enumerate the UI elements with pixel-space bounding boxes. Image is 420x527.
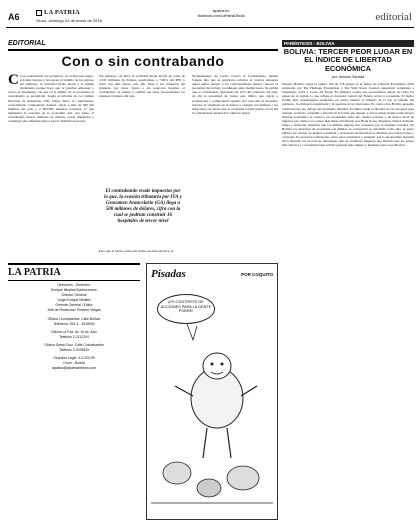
pull-quote: El contrabando evade impuestos por lo que, la evasión tributaria por IVA y Gravamen Arancelario (GA) llega a 500 millones de dólares, cifra con la cual se podrían construir 16 hospitales de tercer nivel (104, 189, 182, 224)
masthead-line: Depósito Legal: 4-3-203-99 (53, 356, 95, 361)
masthead-line: Teléfono 3-3378825 (59, 348, 89, 353)
cartoon-panel (146, 263, 278, 520)
editorial-column-1 (8, 74, 94, 256)
editorial-label: EDITORIAL (8, 40, 46, 47)
masthead-line: Teléfono 2-2112204 (59, 334, 89, 339)
cartoon-author: POR COQUITO (241, 272, 273, 277)
speech-tail (187, 324, 197, 340)
masthead-line: Directores - Gerentes: (57, 283, 91, 287)
masthead-credits (8, 283, 140, 371)
editorial-title: Con o sin contrabando (61, 53, 225, 69)
drop-cap: C (8, 74, 19, 88)
cartoon-title: Pisadas (151, 268, 186, 280)
masthead-line: Jorge Enrique Miralles (57, 298, 91, 303)
masthead-box (8, 263, 140, 520)
masthead-line: Gerente General / Editor (55, 303, 93, 308)
editorial-column-2 (99, 74, 185, 186)
masthead-line: lapatria@lapatriaenlinea.com (52, 366, 96, 371)
masthead-title: LA PATRIA (8, 263, 140, 281)
logo-text: LA PATRIA (44, 9, 81, 16)
article-body: Nuestra Bolivia ocupa el puesto 163 de 178 países en el Índice de Libertad Económica 2016 elaborado por The Heritage Foundation y The Wall Street Journal, superando solamente a Venezuela, Cuba y Corea del Norte. En América Latina nos encontramos detrás de todos los países de la región, lo que refleja el creciente control del Estado sobre la economía. El índice evalúa diez componentes agrupados en cuatro pilares: el imperio de la ley, el tamaño del gobierno, la eficiencia regulatoria y la apertura de los mercados. En todos ellos Bolivia presenta calificaciones por debajo del promedio mundial. El índice mide la libertad de las personas para trabajar, producir, consumir e invertir en la forma que deseen, y en los países donde existe mayor libertad económica se observa un crecimiento más alto, menor pobreza y un mayor nivel de ingresos per cápita. Los países más libres del mundo son Hong Kong, Singapur, Nueva Zelanda, Suiza y Australia, mientras que los últimos lugares son ocupados por economías cerradas. En Bolivia los derechos de propiedad son débiles, la corrupción es percibida como alta, el gasto público ha crecido de manera sostenida y la libertad de inversión es limitada por restricciones y controles. Es necesario reflexionar sobre estos resultados y entender que la prosperidad depende de la libertad. No se trata de ideologías, sino de evidencia empírica que muestra que los países más abiertos y con instituciones sólidas generan más empleo y bienestar para su población. (282, 82, 414, 148)
article-headline: BOLIVIA: TERCER PEOR LUGAR EN EL ÍNDICE DE LIBERTAD ECONÓMICA (283, 47, 413, 73)
editorial-column-2-end (99, 249, 185, 257)
page-number: A6 (8, 12, 20, 22)
editorial-column-3 (192, 74, 278, 256)
masthead-line: Oficina Cochabamba: Calle Bolívar (47, 316, 101, 321)
web-links (156, 9, 286, 18)
cartoon-drawing (147, 288, 277, 518)
page-header (6, 6, 414, 28)
editorial-text-2b: Para que la lucha contra este delito sea más efectiva, el (99, 249, 174, 253)
masthead-line: Director General (61, 293, 87, 298)
editorial-rule (8, 49, 278, 51)
facebook-link[interactable]: facebook.com/LaPatriaOficial (197, 13, 245, 18)
masthead-line: Jefe de Redacción: Roberto Vargas (47, 308, 101, 313)
masthead-line: Oficina La Paz: Av. 16 de Julio (51, 329, 97, 334)
speech-bubble: ¡ES CONTRISTE DE ACCIONES PARA LA GENTE POBRE! (157, 294, 215, 324)
section-name: editorial (375, 11, 412, 23)
editorial-text-2: Sin embargo, en 2012 la actividad ilícita movió un valor de 2.331 millones de dólares, equivalente a 7.06% del PIB, y cerró con más fuerza este año. Pese a los esfuerzos del gobierno por hacer frente a los negocios ilegales, el contrabando se adapta y cambia sus rutas aprovechando las extensas fronteras del país. (99, 74, 185, 99)
issue-date: Oruro, domingo 24 de enero de 2016 (36, 18, 102, 23)
masthead-line: Teléfonos: 591-4 - 4518000 (53, 321, 95, 326)
editorial-text-1: Con contrabando los productos, en el mercado negro, son más baratos y favorecen el bolsillo de los pobres, sin embargo, la actividad ilícita afecta a la misma ciudadanía porque hace que se pierdan empresas y crezca el desempleo, así que en el ámbito de la economía, el contrabando es perjudicial. Según el informe de La Cámara Nacional de Industrias, CNI, Diego Siles, el contrabando, consolidando competencia desleal, afecta a más de 300 mil familias del país y a 600.000 empleos formales, lo que demuestra la reacción en la economía. Por otra parte, el contrabando mueve millones de dólares, evade impuestos y constituye una amenaza mayor para la industria nacional. (8, 74, 94, 124)
article-kicker: PARÉNTESIS - BOLIVIA (282, 40, 414, 47)
editorial-text-3: Viceministerio de Lucha Contra el Contrabando, Daniel Vargas, dijo que es prioritario reforzar el control, entonces quien quiera atrapar a los contrabandistas deberá conocer la necesidad del trabajo coordinado entre instituciones. Se estima que el contrabando representa un 10% del comercio del país, de ahí la necesidad de frenar este tráfico que afecta a productores y comerciantes legales. Por todo ello es necesario reforzar la vigilancia en fronteras y castigar con firmeza a los infractores, de modo que la economía formal pueda crecer sin la competencia desleal del comercio ilegal. (192, 74, 278, 115)
masthead-line: Oruro - Bolivia (63, 361, 85, 366)
article-byline: por: Antonio Saravia (331, 75, 365, 79)
character-figure (175, 353, 257, 458)
masthead-line: Enrique Miralles Bonnecarrere (51, 288, 97, 293)
cartoon-header (147, 264, 277, 286)
newspaper-logo (36, 9, 80, 16)
money-bags (163, 462, 259, 497)
website-link[interactable]: lapatria.bo (212, 9, 230, 13)
logo-mark-icon (36, 10, 42, 16)
masthead-line: Oficina Santa Cruz: Calle Cochabamba (44, 342, 104, 347)
